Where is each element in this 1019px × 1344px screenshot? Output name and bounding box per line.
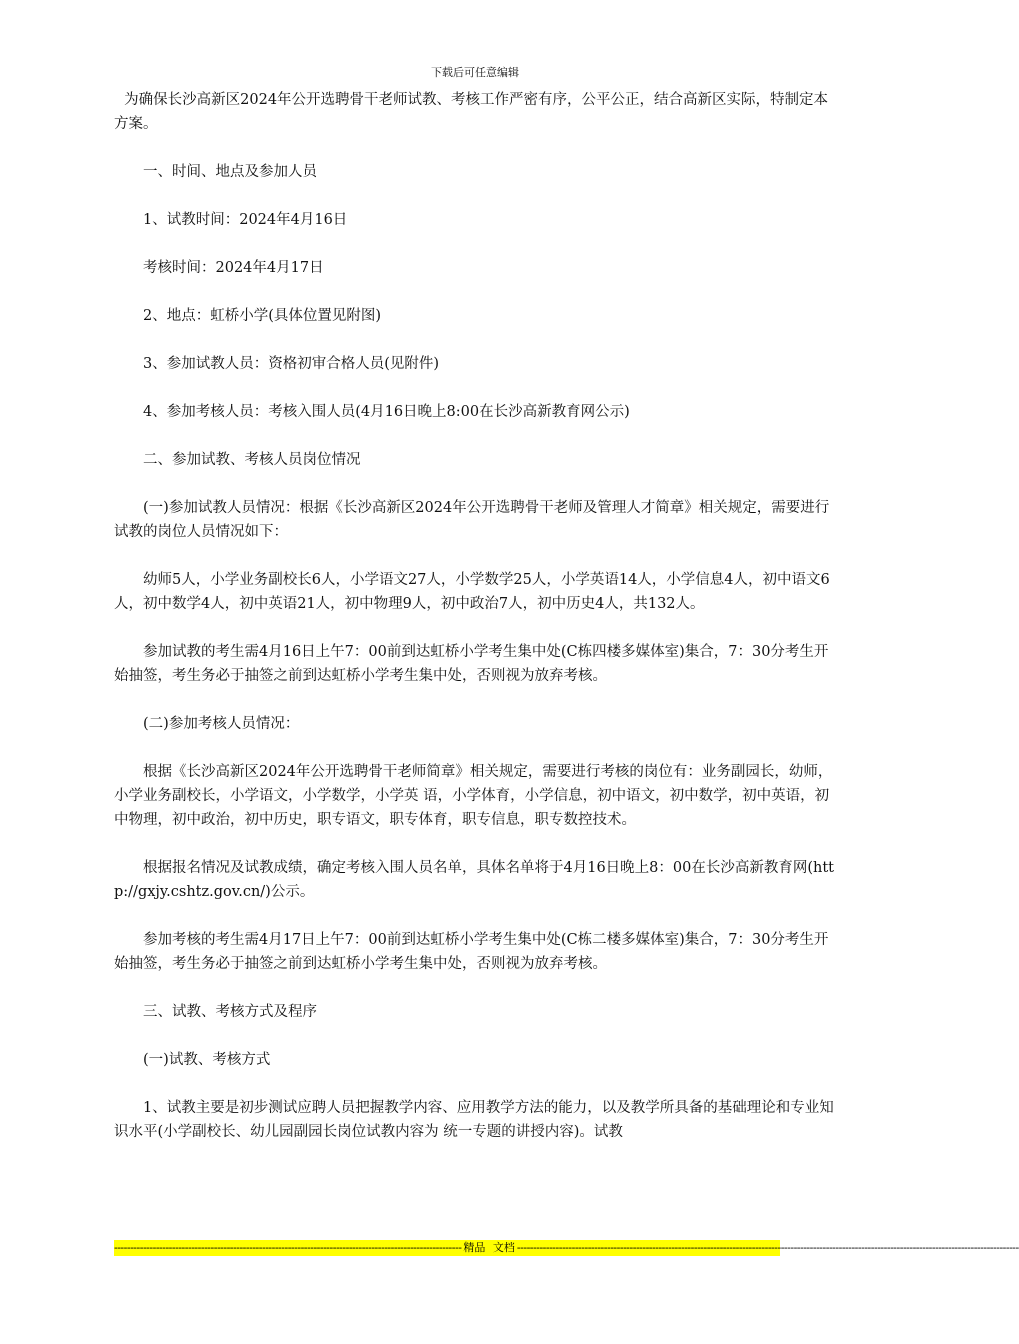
- paragraph-trial-time: 1、试教时间：2024年4月16日: [143, 212, 348, 228]
- section-heading-1: 一、时间、地点及参加人员: [143, 164, 317, 180]
- section-heading-3: 三、试教、考核方式及程序: [143, 1004, 317, 1020]
- paragraph-assessment-positions: 根据《长沙高新区2024年公开选聘骨干老师简章》相关规定，需要进行考核的岗位有：业务副园长，幼师，小学业务副校长，小学语文，小学数学，小学英 语，小学体育，小学信息，初中语文，初中数学，初中英语，初中物理，初中政治，初中历史，职专语文，职专体育，职专信息，职专数控技术。: [114, 764, 833, 828]
- footer-dash-right: ------------------------------------------------------------------------------------------------------------------------------------------------------------: [516, 1241, 1019, 1254]
- paragraph-trial-participants: 3、参加试教人员：资格初审合格人员(见附件): [143, 356, 440, 372]
- subsection-heading-assessment: (二)参加考核人员情况：: [143, 716, 300, 732]
- footer-label: 精品 文档: [463, 1241, 515, 1254]
- paragraph-trial-counts: 幼师5人，小学业务副校长6人，小学语文27人，小学数学25人，小学英语14人，小学信息4人，初中语文6人，初中数学4人，初中英语21人，初中物理9人，初中政治7人，初中历史4人，共132人。: [114, 572, 830, 612]
- section-heading-2: 二、参加试教、考核人员岗位情况: [143, 452, 361, 468]
- page-footer: [114, 1240, 1019, 1256]
- document-body: [114, 88, 836, 1168]
- paragraph-trial-overview: (一)参加试教人员情况：根据《长沙高新区2024年公开选聘骨干老师及管理人才简章》相关规定，需要进行试教的岗位人员情况如下：: [114, 500, 830, 540]
- page-header-note: 下载后可任意编辑: [431, 66, 519, 79]
- paragraph-trial-method: 1、试教主要是初步测试应聘人员把握教学内容、应用教学方法的能力，以及教学所具备的基础理论和专业知识水平(小学副校长、幼儿园副园长岗位试教内容为 统一专题的讲授内容)。试教: [114, 1100, 834, 1140]
- paragraph-location: 2、地点：虹桥小学(具体位置见附图): [143, 308, 382, 324]
- paragraph-assessment-time: 考核时间：2024年4月17日: [143, 260, 324, 276]
- subsection-heading-method: (一)试教、考核方式: [143, 1052, 271, 1068]
- intro-paragraph: 为确保长沙高新区2024年公开选聘骨干老师试教、考核工作严密有序，公平公正，结合高新区实际，特制定本方案。: [114, 92, 829, 132]
- paragraph-assessment-schedule: 参加考核的考生需4月17日上午7：00前到达虹桥小学考生集中处(C栋二楼多媒体室)集合，7：30分考生开始抽签，考生务必于抽签之前到达虹桥小学考生集中处，否则视为放弃考核。: [114, 932, 829, 972]
- paragraph-trial-schedule: 参加试教的考生需4月16日上午7：00前到达虹桥小学考生集中处(C栋四楼多媒体室)集合，7：30分考生开始抽签，考生务必于抽签之前到达虹桥小学考生集中处，否则视为放弃考核。: [114, 644, 829, 684]
- paragraph-assessment-participants: 4、参加考核人员：考核入围人员(4月16日晚上8:00在长沙高新教育网公示): [143, 404, 630, 420]
- paragraph-assessment-list: 根据报名情况及试教成绩，确定考核入围人员名单，具体名单将于4月16日晚上8：00在长沙高新教育网(http://gxjy.cshtz.gov.cn/)公示。: [114, 860, 834, 900]
- footer-dash-left: ------------------------------------------------------------------------------------------------------------: [114, 1241, 462, 1254]
